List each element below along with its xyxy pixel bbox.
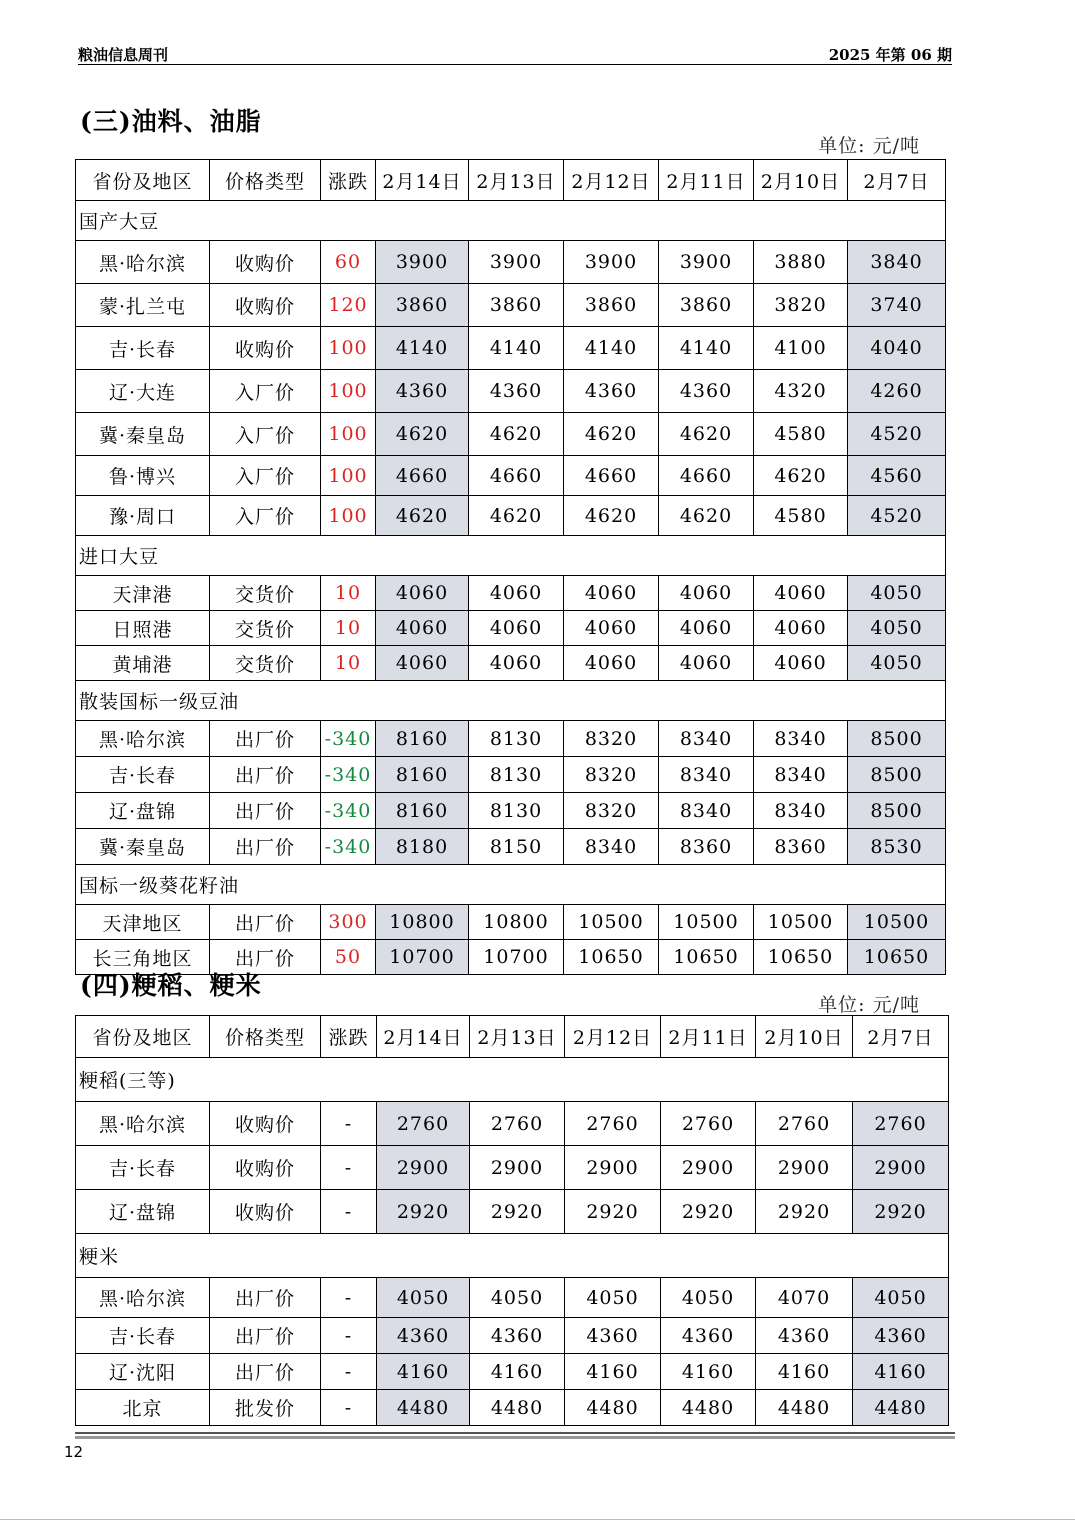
price-cell: 4480 [756, 1390, 853, 1426]
price-type-cell: 收购价 [210, 1102, 321, 1146]
price-cell: 2900 [565, 1146, 661, 1190]
price-cell: 4480 [565, 1390, 661, 1426]
price-type-cell: 入厂价 [210, 456, 321, 496]
change-cell: -340 [321, 721, 376, 757]
price-cell: 4060 [469, 646, 564, 681]
price-cell: 4620 [564, 413, 659, 456]
price-cell: 4580 [754, 496, 848, 536]
price-cell: 2920 [661, 1190, 756, 1234]
price-cell: 8150 [469, 829, 564, 865]
table-row [76, 757, 946, 793]
price-cell: 4660 [469, 456, 564, 496]
price-cell: 2900 [853, 1146, 949, 1190]
price-cell: 4050 [377, 1278, 470, 1318]
price-type-cell: 入厂价 [210, 370, 321, 413]
change-cell: 100 [321, 456, 376, 496]
region-cell: 天津地区 [76, 905, 210, 940]
price-cell: 8500 [848, 793, 946, 829]
region-cell: 日照港 [76, 611, 210, 646]
column-header: 2月10日 [756, 1016, 853, 1058]
price-cell: 8340 [754, 721, 848, 757]
region-cell: 黑·哈尔滨 [76, 1278, 210, 1318]
change-cell: - [321, 1278, 377, 1318]
table-row [76, 1318, 949, 1354]
price-cell: 2920 [756, 1190, 853, 1234]
price-cell: 4160 [565, 1354, 661, 1390]
price-cell: 3900 [659, 241, 754, 284]
header-row [76, 1016, 949, 1058]
price-cell: 4360 [756, 1318, 853, 1354]
price-cell: 3900 [469, 241, 564, 284]
price-cell: 4160 [470, 1354, 565, 1390]
footer-divider [75, 1432, 955, 1434]
column-header: 2月11日 [661, 1016, 756, 1058]
table-row [76, 370, 946, 413]
price-cell: 8360 [754, 829, 848, 865]
price-cell: 4060 [564, 611, 659, 646]
price-cell: 4660 [659, 456, 754, 496]
price-cell: 4160 [661, 1354, 756, 1390]
price-cell: 8340 [659, 793, 754, 829]
page-number: 12 [64, 1443, 84, 1461]
price-cell: 2760 [377, 1102, 470, 1146]
region-cell: 黄埔港 [76, 646, 210, 681]
price-cell: 10500 [848, 905, 946, 940]
region-cell: 冀·秦皇岛 [76, 829, 210, 865]
price-cell: 4060 [376, 646, 469, 681]
group-label: 粳稻(三等) [76, 1058, 949, 1102]
price-cell: 4360 [853, 1318, 949, 1354]
group-label: 国产大豆 [76, 201, 946, 241]
price-cell: 4070 [756, 1278, 853, 1318]
price-cell: 3880 [754, 241, 848, 284]
price-cell: 4520 [848, 496, 946, 536]
price-cell: 4360 [470, 1318, 565, 1354]
price-type-cell: 出厂价 [210, 793, 321, 829]
region-cell: 辽·盘锦 [76, 793, 210, 829]
region-cell: 吉·长春 [76, 757, 210, 793]
group-label: 进口大豆 [76, 536, 946, 576]
price-cell: 2760 [853, 1102, 949, 1146]
publication-title: 粮油信息周刊 [78, 46, 169, 64]
price-cell: 10650 [848, 940, 946, 975]
price-cell: 3860 [659, 284, 754, 327]
change-cell: - [321, 1354, 377, 1390]
issue-number: 2025 年第 06 期 [828, 46, 952, 64]
price-cell: 8320 [564, 757, 659, 793]
price-cell: 4050 [848, 611, 946, 646]
price-cell: 4060 [754, 611, 848, 646]
price-cell: 4140 [564, 327, 659, 370]
table-row [76, 1390, 949, 1426]
price-cell: 8160 [376, 721, 469, 757]
change-cell: 10 [321, 611, 376, 646]
price-cell: 4620 [659, 496, 754, 536]
price-type-cell: 出厂价 [210, 829, 321, 865]
price-cell: 4620 [564, 496, 659, 536]
price-type-cell: 收购价 [210, 241, 321, 284]
change-cell: - [321, 1390, 377, 1426]
region-cell: 辽·沈阳 [76, 1354, 210, 1390]
column-header: 2月7日 [848, 160, 946, 201]
price-cell: 4520 [848, 413, 946, 456]
price-cell: 4060 [659, 646, 754, 681]
column-header: 2月12日 [564, 160, 659, 201]
price-cell: 4060 [564, 646, 659, 681]
price-cell: 8360 [659, 829, 754, 865]
region-cell: 黑·哈尔滨 [76, 1102, 210, 1146]
price-cell: 8340 [754, 757, 848, 793]
price-cell: 10650 [564, 940, 659, 975]
price-cell: 10500 [659, 905, 754, 940]
table-row [76, 1190, 949, 1234]
price-cell: 8180 [376, 829, 469, 865]
price-cell: 3900 [564, 241, 659, 284]
price-cell: 8530 [848, 829, 946, 865]
price-cell: 3740 [848, 284, 946, 327]
region-cell: 黑·哈尔滨 [76, 721, 210, 757]
price-type-cell: 出厂价 [210, 940, 321, 975]
price-cell: 4060 [469, 611, 564, 646]
table-row [76, 721, 946, 757]
change-cell: 50 [321, 940, 376, 975]
price-type-cell: 收购价 [210, 284, 321, 327]
price-cell: 3840 [848, 241, 946, 284]
region-cell: 天津港 [76, 576, 210, 611]
table-row [76, 1354, 949, 1390]
table-row [76, 646, 946, 681]
price-cell: 8130 [469, 757, 564, 793]
price-cell: 8160 [376, 757, 469, 793]
change-cell: - [321, 1102, 377, 1146]
column-header: 2月12日 [565, 1016, 661, 1058]
price-cell: 8160 [376, 793, 469, 829]
price-cell: 10800 [469, 905, 564, 940]
price-cell: 4360 [659, 370, 754, 413]
price-cell: 4050 [848, 646, 946, 681]
price-cell: 4620 [469, 496, 564, 536]
column-header: 省份及地区 [76, 160, 210, 201]
table-row [76, 241, 946, 284]
price-cell: 10650 [659, 940, 754, 975]
price-cell: 4060 [469, 576, 564, 611]
price-cell: 3820 [754, 284, 848, 327]
price-cell: 8340 [659, 757, 754, 793]
table-row [76, 829, 946, 865]
price-type-cell: 收购价 [210, 1190, 321, 1234]
price-cell: 2760 [756, 1102, 853, 1146]
price-cell: 4060 [754, 576, 848, 611]
price-cell: 4060 [376, 576, 469, 611]
price-cell: 8130 [469, 793, 564, 829]
table-row [76, 284, 946, 327]
price-cell: 4360 [564, 370, 659, 413]
price-cell: 8340 [564, 829, 659, 865]
column-header: 2月14日 [376, 160, 469, 201]
price-cell: 4060 [376, 611, 469, 646]
table-row [76, 327, 946, 370]
price-type-cell: 出厂价 [210, 1318, 321, 1354]
price-cell: 10800 [376, 905, 469, 940]
region-cell: 黑·哈尔滨 [76, 241, 210, 284]
change-cell: 60 [321, 241, 376, 284]
price-type-cell: 收购价 [210, 1146, 321, 1190]
price-cell: 4480 [661, 1390, 756, 1426]
region-cell: 辽·盘锦 [76, 1190, 210, 1234]
price-type-cell: 交货价 [210, 646, 321, 681]
column-header: 涨跌 [321, 160, 376, 201]
price-cell: 2760 [470, 1102, 565, 1146]
region-cell: 吉·长春 [76, 327, 210, 370]
price-cell: 2920 [853, 1190, 949, 1234]
price-cell: 8130 [469, 721, 564, 757]
price-cell: 4580 [754, 413, 848, 456]
region-cell: 鲁·博兴 [76, 456, 210, 496]
price-cell: 4050 [565, 1278, 661, 1318]
header-divider [78, 64, 952, 65]
price-cell: 4660 [564, 456, 659, 496]
price-cell: 4560 [848, 456, 946, 496]
price-cell: 3860 [376, 284, 469, 327]
group-row [76, 681, 946, 721]
change-cell: 10 [321, 576, 376, 611]
price-cell: 4160 [853, 1354, 949, 1390]
price-cell: 4360 [661, 1318, 756, 1354]
price-type-cell: 入厂价 [210, 496, 321, 536]
price-cell: 8320 [564, 793, 659, 829]
change-cell: - [321, 1146, 377, 1190]
price-cell: 4660 [376, 456, 469, 496]
table-row [76, 1102, 949, 1146]
page-edge-rule [0, 1519, 1075, 1520]
group-row [76, 1234, 949, 1278]
price-cell: 4140 [376, 327, 469, 370]
footer-divider-thick [75, 1436, 955, 1439]
price-cell: 2900 [756, 1146, 853, 1190]
group-row [76, 536, 946, 576]
change-cell: 100 [321, 370, 376, 413]
section-title-oils: (三)油料、油脂 [80, 107, 262, 136]
price-cell: 4360 [376, 370, 469, 413]
change-cell: - [321, 1190, 377, 1234]
rice-price-table [75, 1015, 949, 1426]
price-cell: 10500 [754, 905, 848, 940]
change-cell: 100 [321, 413, 376, 456]
unit-label-rice: 单位: 元/吨 [818, 994, 920, 1016]
region-cell: 吉·长春 [76, 1146, 210, 1190]
group-label: 粳米 [76, 1234, 949, 1278]
price-cell: 3900 [376, 241, 469, 284]
change-cell: 100 [321, 496, 376, 536]
price-type-cell: 交货价 [210, 611, 321, 646]
price-cell: 4140 [659, 327, 754, 370]
group-row [76, 201, 946, 241]
price-cell: 2900 [377, 1146, 470, 1190]
price-cell: 4060 [564, 576, 659, 611]
price-type-cell: 出厂价 [210, 1354, 321, 1390]
price-cell: 2760 [661, 1102, 756, 1146]
column-header: 2月11日 [659, 160, 754, 201]
price-cell: 10650 [754, 940, 848, 975]
table-row [76, 576, 946, 611]
region-cell: 蒙·扎兰屯 [76, 284, 210, 327]
price-cell: 4260 [848, 370, 946, 413]
region-cell: 长三角地区 [76, 940, 210, 975]
table-row [76, 456, 946, 496]
price-cell: 4160 [377, 1354, 470, 1390]
price-cell: 4040 [848, 327, 946, 370]
change-cell: 300 [321, 905, 376, 940]
price-cell: 4620 [469, 413, 564, 456]
column-header: 2月7日 [853, 1016, 949, 1058]
price-cell: 4050 [853, 1278, 949, 1318]
price-cell: 4320 [754, 370, 848, 413]
price-cell: 8320 [564, 721, 659, 757]
price-cell: 4620 [754, 456, 848, 496]
change-cell: 100 [321, 327, 376, 370]
price-cell: 8340 [659, 721, 754, 757]
price-cell: 4100 [754, 327, 848, 370]
price-cell: 4050 [470, 1278, 565, 1318]
change-cell: 10 [321, 646, 376, 681]
region-cell: 吉·长春 [76, 1318, 210, 1354]
oils-price-table [75, 159, 946, 975]
price-cell: 2920 [565, 1190, 661, 1234]
price-cell: 4050 [848, 576, 946, 611]
price-type-cell: 入厂价 [210, 413, 321, 456]
price-cell: 4060 [659, 611, 754, 646]
price-cell: 2900 [661, 1146, 756, 1190]
price-cell: 4060 [659, 576, 754, 611]
price-cell: 4160 [756, 1354, 853, 1390]
group-label: 散装国标一级豆油 [76, 681, 946, 721]
table-row [76, 611, 946, 646]
price-cell: 4480 [853, 1390, 949, 1426]
price-cell: 8500 [848, 721, 946, 757]
header-row [76, 160, 946, 201]
column-header: 2月14日 [377, 1016, 470, 1058]
region-cell: 冀·秦皇岛 [76, 413, 210, 456]
column-header: 2月13日 [470, 1016, 565, 1058]
change-cell: - [321, 1318, 377, 1354]
price-type-cell: 出厂价 [210, 721, 321, 757]
price-cell: 4360 [377, 1318, 470, 1354]
price-cell: 4360 [565, 1318, 661, 1354]
table-row [76, 793, 946, 829]
column-header: 省份及地区 [76, 1016, 210, 1058]
group-row [76, 1058, 949, 1102]
price-cell: 4480 [470, 1390, 565, 1426]
change-cell: -340 [321, 757, 376, 793]
price-type-cell: 出厂价 [210, 757, 321, 793]
region-cell: 北京 [76, 1390, 210, 1426]
price-cell: 2920 [470, 1190, 565, 1234]
price-type-cell: 收购价 [210, 327, 321, 370]
column-header: 2月13日 [469, 160, 564, 201]
change-cell: -340 [321, 793, 376, 829]
price-cell: 2900 [470, 1146, 565, 1190]
price-cell: 4620 [376, 496, 469, 536]
price-cell: 3860 [564, 284, 659, 327]
price-type-cell: 批发价 [210, 1390, 321, 1426]
price-cell: 4140 [469, 327, 564, 370]
price-type-cell: 出厂价 [210, 905, 321, 940]
price-cell: 4620 [376, 413, 469, 456]
group-label: 国标一级葵花籽油 [76, 865, 946, 905]
section-title-rice: (四)粳稻、粳米 [80, 971, 262, 1000]
region-cell: 辽·大连 [76, 370, 210, 413]
table-row [76, 413, 946, 456]
table-row [76, 1146, 949, 1190]
group-row [76, 865, 946, 905]
change-cell: -340 [321, 829, 376, 865]
price-cell: 4060 [754, 646, 848, 681]
table-row [76, 496, 946, 536]
price-cell: 8340 [754, 793, 848, 829]
price-cell: 2760 [565, 1102, 661, 1146]
unit-label-oils: 单位: 元/吨 [818, 135, 920, 157]
column-header: 2月10日 [754, 160, 848, 201]
column-header: 价格类型 [210, 1016, 321, 1058]
region-cell: 豫·周口 [76, 496, 210, 536]
price-cell: 4360 [469, 370, 564, 413]
price-cell: 8500 [848, 757, 946, 793]
price-cell: 10700 [469, 940, 564, 975]
price-cell: 10500 [564, 905, 659, 940]
price-cell: 3860 [469, 284, 564, 327]
change-cell: 120 [321, 284, 376, 327]
price-cell: 4480 [377, 1390, 470, 1426]
table-row [76, 905, 946, 940]
price-type-cell: 交货价 [210, 576, 321, 611]
price-cell: 4620 [659, 413, 754, 456]
table-row [76, 1278, 949, 1318]
column-header: 涨跌 [321, 1016, 377, 1058]
price-cell: 4050 [661, 1278, 756, 1318]
price-type-cell: 出厂价 [210, 1278, 321, 1318]
price-cell: 2920 [377, 1190, 470, 1234]
price-cell: 10700 [376, 940, 469, 975]
column-header: 价格类型 [210, 160, 321, 201]
